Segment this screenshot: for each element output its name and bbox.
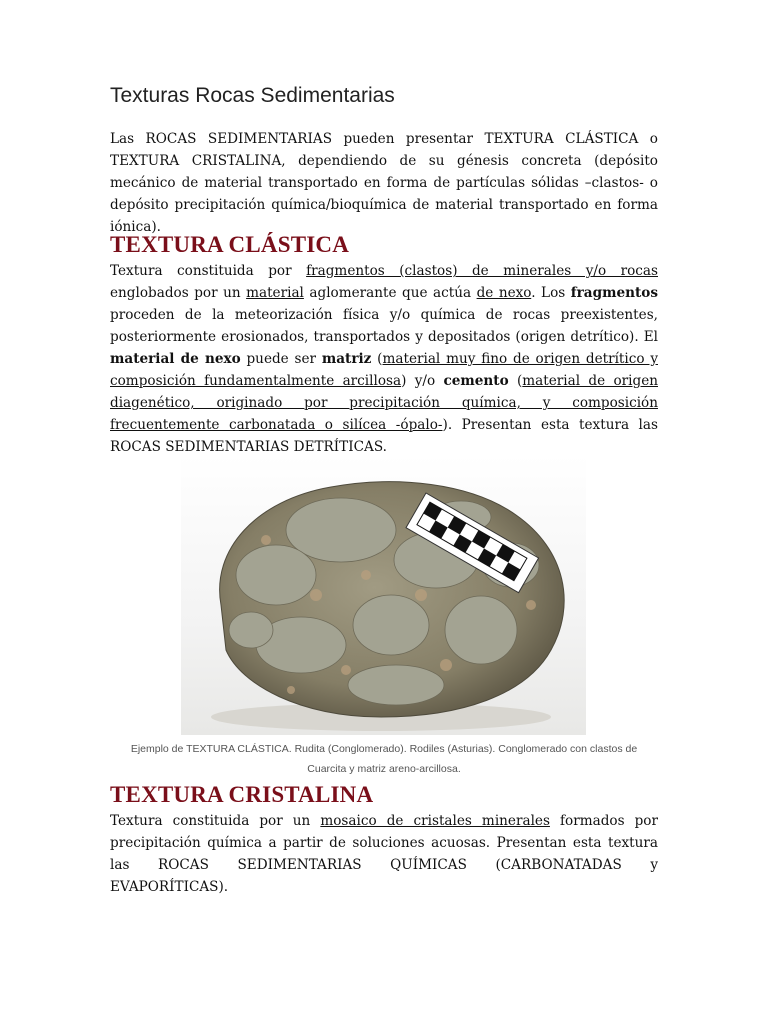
bold-term: fragmentos xyxy=(570,285,658,301)
bold-term: cemento xyxy=(443,373,509,389)
underlined-term: material de origen diagenético, originado por precipitación química, y composición frecuentemente carbonatada o silícea -ópalo- xyxy=(110,373,658,433)
underlined-term: material muy fino de origen detrítico y composición fundamentalmente arcillosa xyxy=(110,351,658,389)
text-run: . Los xyxy=(531,285,571,301)
clastica-paragraph xyxy=(110,260,658,458)
text-run: proceden de la meteorización física y/o química de rocas preexistentes, posteriormente erosionados, transportados y depositados (origen detrítico). El xyxy=(110,307,658,345)
cristalina-paragraph xyxy=(110,810,658,898)
conglomerate-photo xyxy=(181,455,586,735)
text-run: ) y/o xyxy=(401,373,444,389)
photo-caption: Ejemplo de TEXTURA CLÁSTICA. Rudita (Conglomerado). Rodiles (Asturias). Conglomerado con clastos de Cuarcita y matriz areno-arcillosa. xyxy=(130,743,638,775)
text-run: aglomerante que actúa xyxy=(303,285,477,301)
text-run: ( xyxy=(371,351,383,367)
underlined-term: mosaico de cristales minerales xyxy=(320,813,550,829)
text-run: Textura constituida por xyxy=(110,263,307,279)
text-run: ( xyxy=(508,373,523,389)
text-run: ). Presentan esta textura las ROCAS SEDIMENTARIAS DETRÍTICAS. xyxy=(110,417,658,455)
underlined-term: de nexo xyxy=(476,285,532,301)
underlined-term: material xyxy=(246,285,304,301)
section-heading-clastica: TEXTURA CLÁSTICA xyxy=(110,232,350,257)
text-run: puede ser xyxy=(240,351,322,367)
text-run: englobados por un xyxy=(110,285,247,301)
page-title: Texturas Rocas Sedimentarias xyxy=(110,84,395,107)
intro-paragraph: Las ROCAS SEDIMENTARIAS pueden presentar TEXTURA CLÁSTICA o TEXTURA CRISTALINA, dependiendo de su génesis concreta (depósito mecánico de material transportado en forma de partículas sólidas –clastos- o depósito precipitación química/bioquímica de material transportado en forma iónica). xyxy=(110,131,658,235)
bold-term: material de nexo xyxy=(110,351,241,367)
text-run: Textura constituida por un xyxy=(110,813,321,829)
section-heading-cristalina: TEXTURA CRISTALINA xyxy=(110,782,374,807)
bold-term: matriz xyxy=(321,351,372,367)
text-run: formados por precipitación química a partir de soluciones acuosas. Presentan esta textura las ROCAS SEDIMENTARIAS QUÍMICAS (CARBONATADAS y EVAPORÍTICAS). xyxy=(110,813,658,895)
conglomerate-rock-image xyxy=(181,455,586,735)
underlined-term: fragmentos (clastos) de minerales y/o rocas xyxy=(306,263,658,279)
